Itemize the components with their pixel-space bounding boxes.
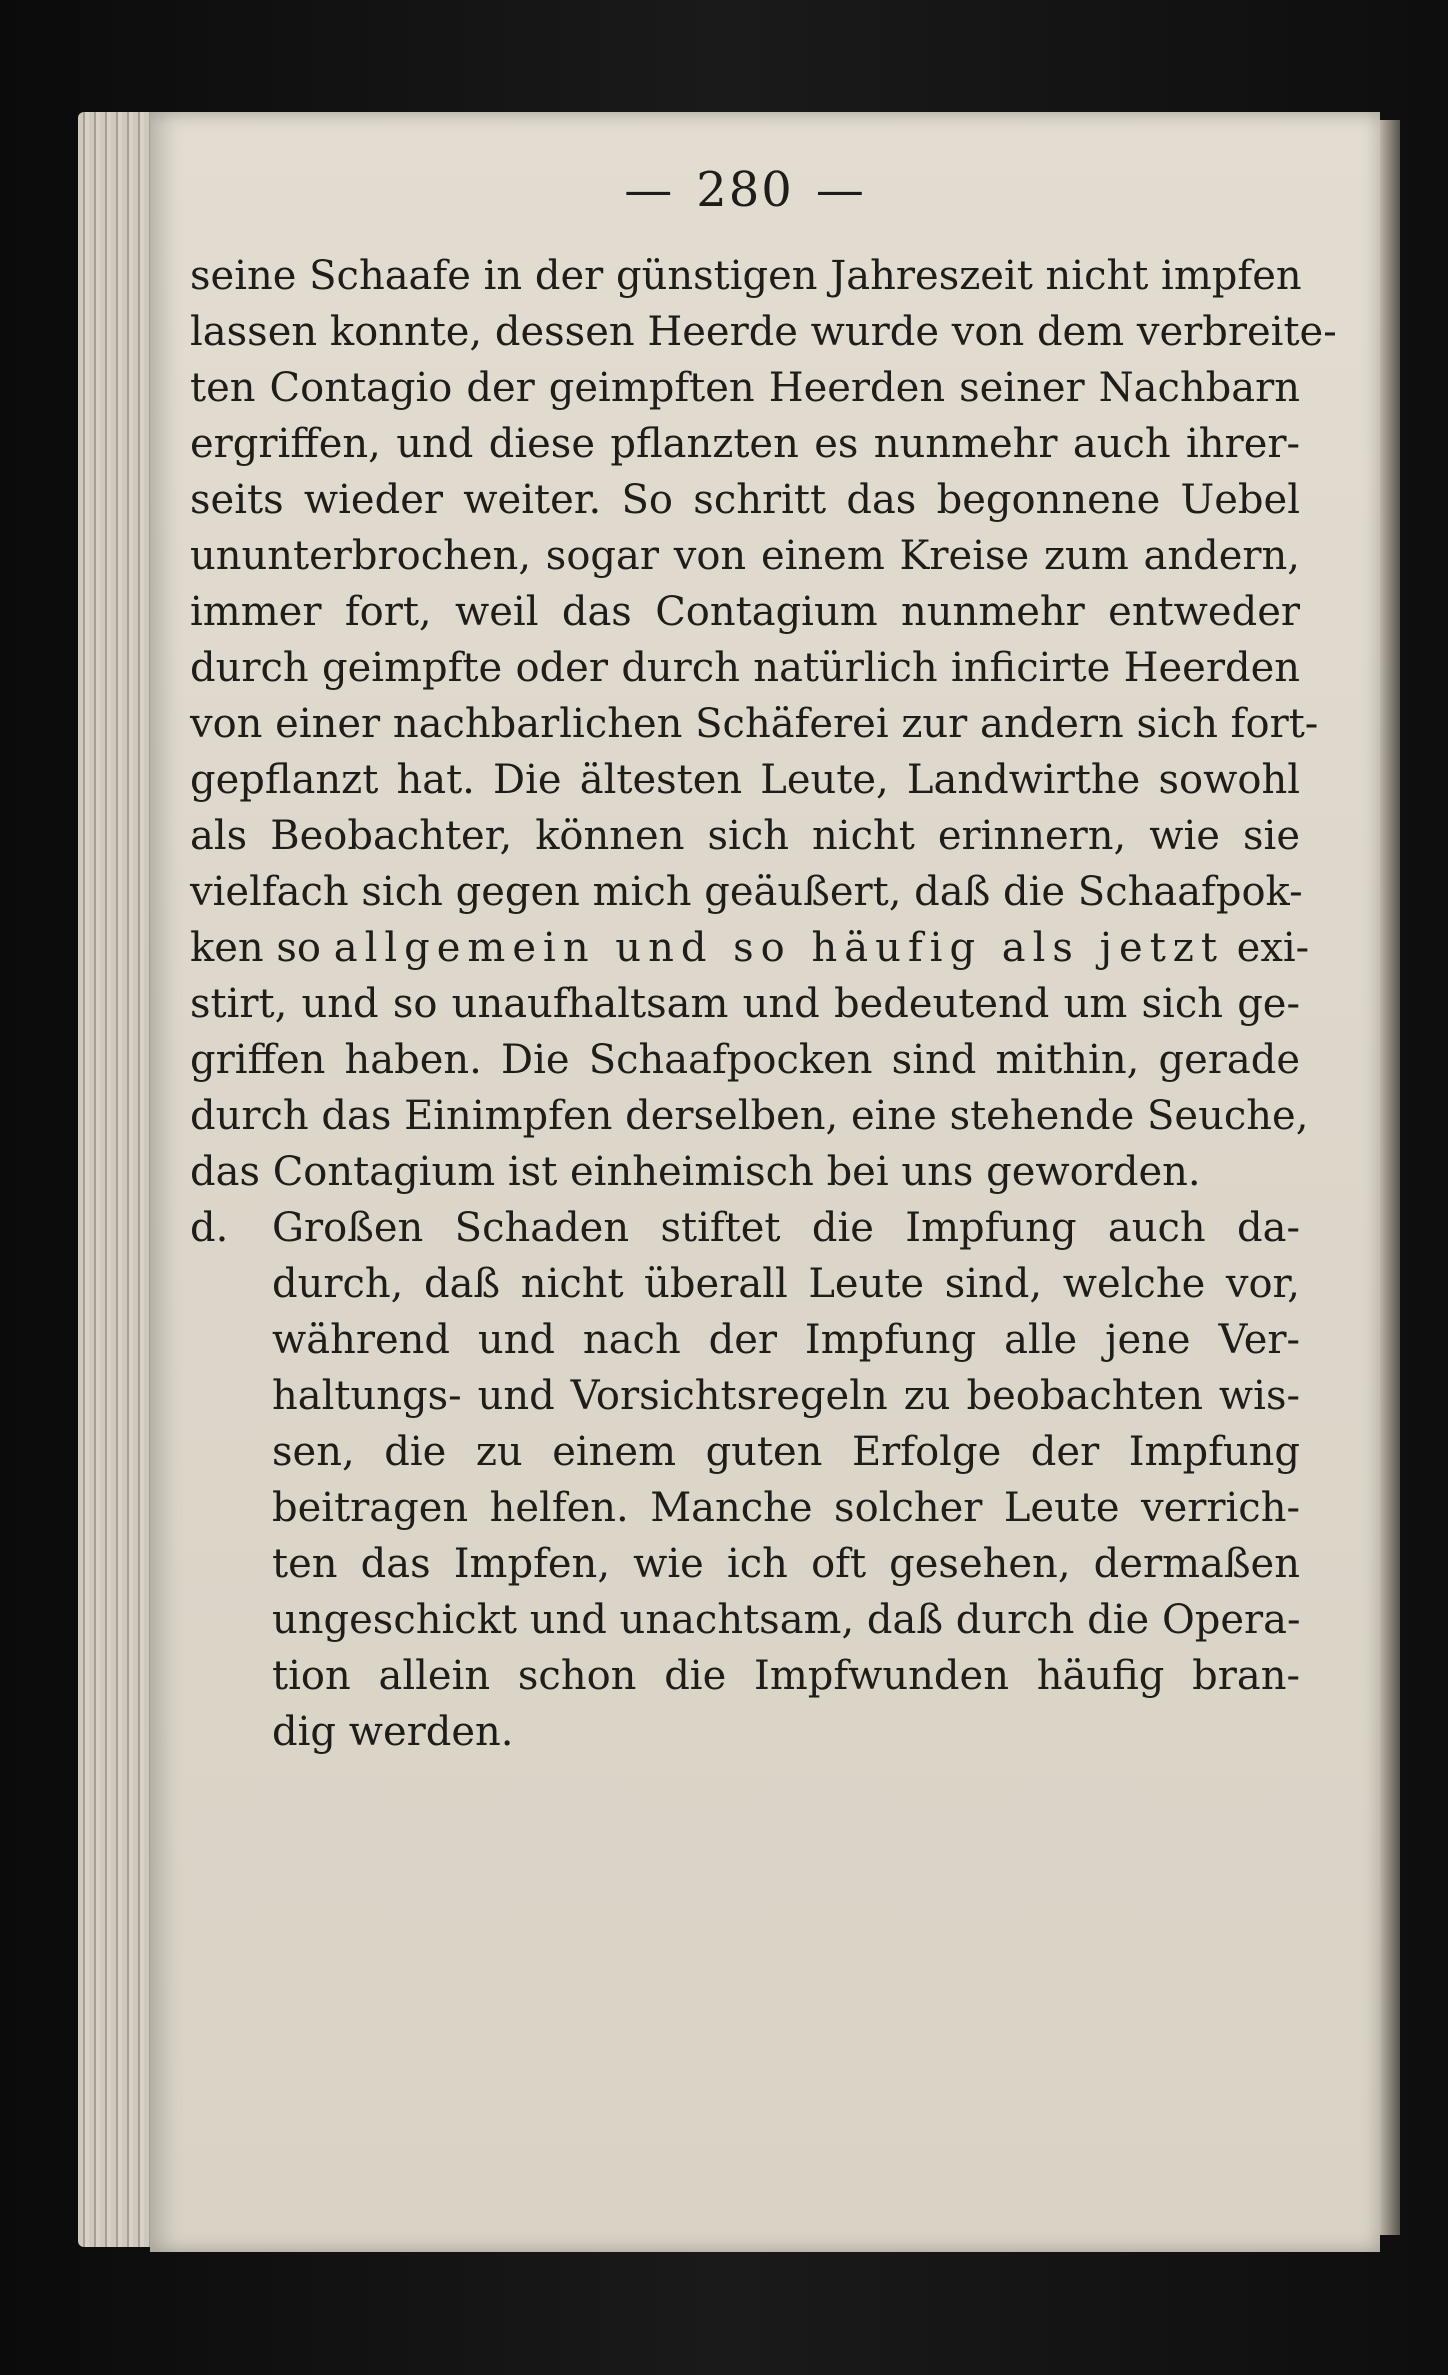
text-line: durch das Einimpfen derselben, eine stehende Seuche, (190, 1093, 1309, 1139)
text-line: vielfach sich gegen mich geäußert, daß die Schaafpok- (190, 869, 1303, 915)
page-number: 280 (696, 162, 794, 218)
text-line: seits wieder weiter. So schritt das begonnene Uebel (190, 477, 1300, 523)
text-line: ergriffen, und diese pflanzten es nunmehr auch ihrer- (190, 421, 1300, 467)
page-header (190, 150, 1300, 230)
text-line: von einer nachbarlichen Schäferei zur andern sich fort- (190, 701, 1319, 747)
text-line: ungeschickt und unachtsam, daß durch die Opera- (272, 1597, 1301, 1643)
text-line: lassen konnte, dessen Heerde wurde von dem verbreite- (190, 309, 1337, 355)
text-line: als Beobachter, können sich nicht erinnern, wie sie (190, 813, 1300, 859)
text-line: das Contagium ist einheimisch bei uns geworden. (190, 1149, 1201, 1195)
text-line: sen, die zu einem guten Erfolge der Impfung (272, 1429, 1300, 1475)
header-dash-right: — (815, 162, 866, 218)
text-line: haltungs- und Vorsichtsregeln zu beobachten wis- (272, 1373, 1300, 1419)
emphasized-text: allgemein und so häufig als jetzt (333, 925, 1224, 971)
spaced-line-after: exi- (1223, 925, 1310, 971)
text-line: ten Contagio der geimpften Heerden seiner Nachbarn (190, 365, 1300, 411)
paragraph-c (190, 248, 1337, 1200)
text-line: griffen haben. Die Schaafpocken sind mithin, gerade (190, 1037, 1300, 1083)
text-line: tion allein schon die Impfwunden häufig bran- (272, 1653, 1300, 1699)
item-text: Großen Schaden stiftet die Impfung auch da- (272, 1205, 1300, 1251)
text-line: seine Schaafe in der günstigen Jahreszeit nicht impfen (190, 253, 1302, 299)
text-line-spaced (190, 920, 1310, 976)
text-line: ten das Impfen, wie ich oft gesehen, dermaßen (272, 1541, 1300, 1587)
item-marker: d. (190, 1205, 229, 1251)
text-line: beitragen helfen. Manche solcher Leute verrich- (272, 1485, 1300, 1531)
header-dash-left: — (624, 162, 675, 218)
text-line: gepflanzt hat. Die ältesten Leute, Landwirthe sowohl (190, 757, 1300, 803)
spaced-line-before: ken so (190, 925, 334, 971)
text-line: stirt, und so unaufhaltsam und bedeutend um sich ge- (190, 981, 1300, 1027)
list-item-d (190, 1200, 1300, 1760)
page-text (190, 150, 1337, 1760)
text-line: dig werden. (272, 1709, 514, 1755)
text-line: während und nach der Impfung alle jene Ver- (272, 1317, 1300, 1363)
text-line: ununterbrochen, sogar von einem Kreise zum andern, (190, 533, 1300, 579)
text-line (190, 1200, 1300, 1256)
text-line: immer fort, weil das Contagium nunmehr entweder (190, 589, 1300, 635)
text-line: durch geimpfte oder durch natürlich inficirte Heerden (190, 645, 1300, 691)
text-line: durch, daß nicht überall Leute sind, welche vor, (272, 1261, 1300, 1307)
